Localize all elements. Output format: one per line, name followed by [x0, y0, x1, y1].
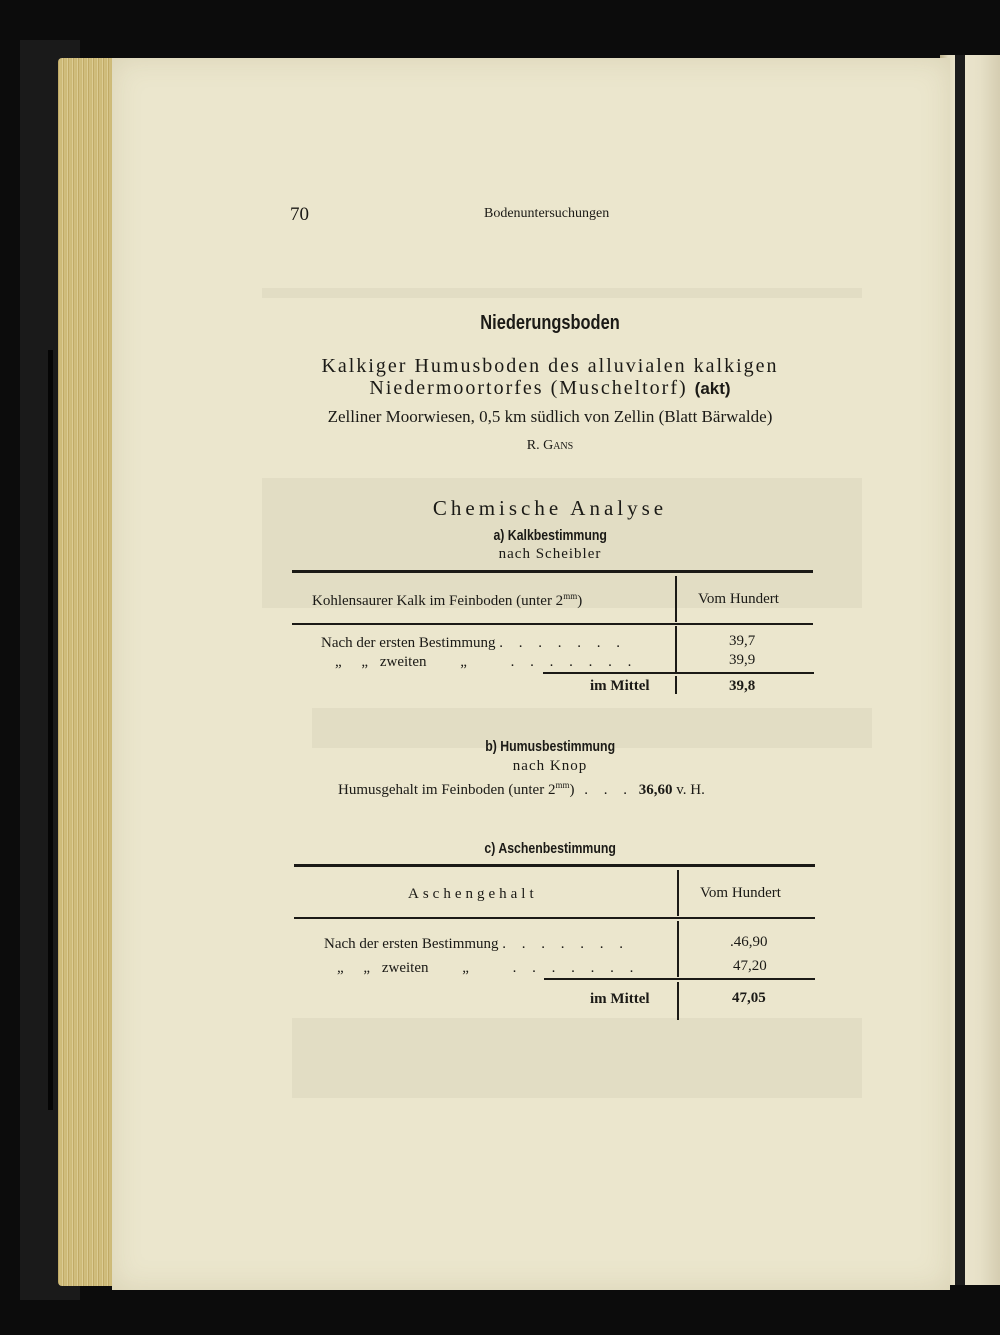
author: R. Gans: [526, 438, 574, 453]
table-top-rule: [294, 864, 815, 867]
location: Zelliner Moorwiesen, 0,5 km südlich von Zellin (Blatt Bärwalde): [327, 407, 773, 426]
column-divider: [677, 982, 679, 1020]
running-head: Bodenuntersuchungen: [484, 206, 610, 221]
page-gap: [955, 55, 965, 1285]
part-a-heading: a) Kalkbestimmung: [493, 527, 607, 544]
table-header-substance: Aschengehalt: [408, 886, 538, 902]
header-rule: [294, 917, 815, 919]
page-number: 70: [290, 204, 309, 225]
table-row: „ „ zweiten „ . . . . . . .: [335, 654, 638, 670]
mean-value: 47,05: [732, 990, 766, 1006]
mean-value: 39,8: [729, 678, 756, 694]
mean-label: im Mittel: [590, 991, 650, 1007]
part-b-method: nach Knop: [512, 758, 588, 774]
page-edges: [58, 58, 118, 1286]
row-value: 39,7: [729, 633, 756, 649]
section-title: Niederungsboden: [480, 312, 620, 334]
show-through: [292, 1018, 862, 1098]
table-header-percent: Vom Hundert: [700, 885, 781, 901]
row-value: 47,20: [733, 958, 767, 974]
table-row: „ „ zweiten „ . . . . . . .: [337, 960, 640, 976]
table-row: Nach der ersten Bestimmung . . . . . . .: [321, 635, 627, 651]
row-value: 39,9: [729, 652, 756, 668]
column-divider: [677, 921, 679, 977]
table-header-substance: Kohlensaurer Kalk im Feinboden (unter $2^{mm}$): [312, 591, 583, 609]
analysis-title: Chemische Analyse: [432, 496, 668, 520]
book-page: [112, 58, 950, 1290]
soil-title-line1: Kalkiger Humusboden des alluvialen kalkigen: [321, 355, 779, 377]
table-header-percent: Vom Hundert: [698, 591, 779, 607]
row-value: .46,90: [730, 934, 768, 950]
part-a-method: nach Scheibler: [498, 546, 602, 562]
column-divider: [675, 576, 677, 622]
column-divider: [675, 676, 677, 694]
mean-label: im Mittel: [590, 678, 650, 694]
column-divider: [677, 870, 679, 916]
spine-shadow: [48, 350, 53, 1110]
part-b-heading: b) Humusbestimmung: [485, 738, 615, 755]
show-through: [262, 288, 862, 298]
table-row: Nach der ersten Bestimmung . . . . . . .: [324, 936, 630, 952]
soil-title-line2: Niedermoortorfes (Muscheltorf) (akt): [369, 377, 731, 399]
sum-rule: [544, 978, 815, 980]
sum-rule: [543, 672, 814, 674]
part-c-heading: c) Aschenbestimmung: [484, 840, 616, 857]
header-rule: [292, 623, 813, 625]
table-top-rule: [292, 570, 813, 573]
humus-content-line: Humusgehalt im Feinboden (unter $2^{mm}$) . . . 36,60 v. H.: [338, 780, 705, 798]
column-divider: [675, 626, 677, 672]
